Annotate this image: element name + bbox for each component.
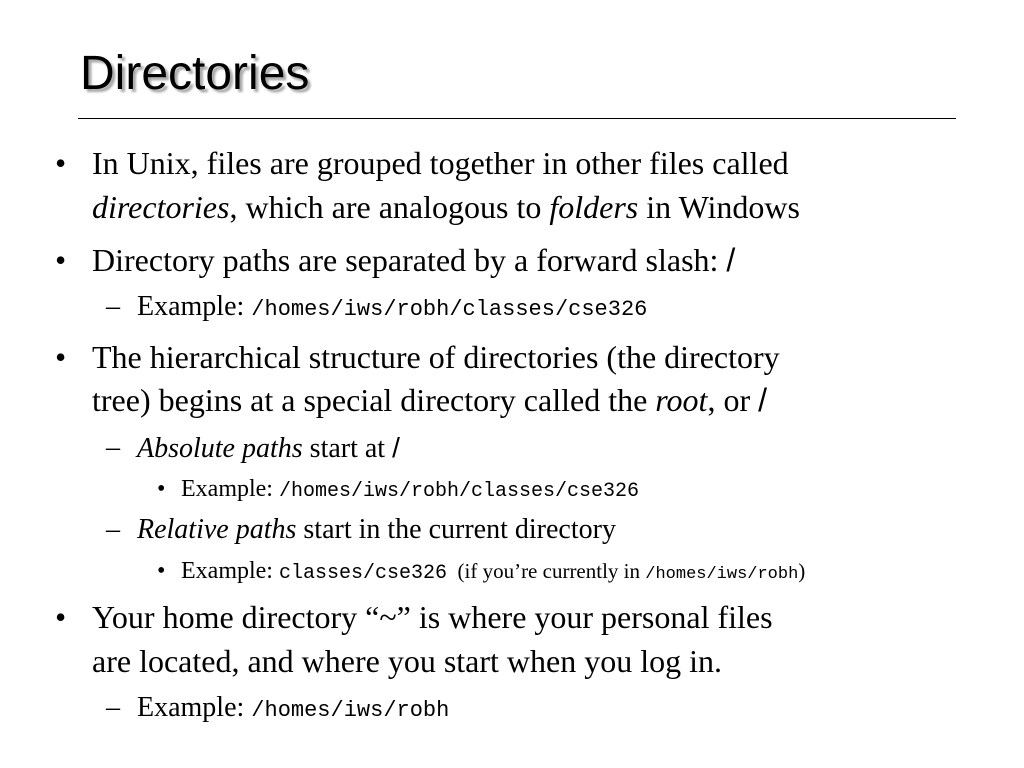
title-divider (78, 118, 956, 119)
bullet-marker: • (55, 242, 67, 278)
example-path: /homes/iws/robh/classes/cse326 (251, 297, 648, 322)
sub-bullet-marker: – (106, 514, 120, 545)
absolute-paths-text: start at (302, 433, 393, 464)
example-label: Example: (181, 476, 279, 502)
absolute-paths-example (181, 474, 639, 507)
term-folders: folders (549, 189, 639, 225)
bullet-marker: • (55, 599, 67, 635)
bullet-2-text: Directory paths are separated by a forward slash: (92, 242, 727, 278)
example-label: Example: (137, 692, 252, 723)
absolute-paths-line (137, 431, 400, 466)
sub-bullet-marker: – (106, 432, 120, 463)
slash-symbol: / (392, 432, 400, 463)
bullet-1-text-end: in Windows (638, 189, 800, 225)
slash-symbol: / (758, 382, 767, 418)
bullet-3-text-mid: , or (707, 382, 759, 418)
example-path: classes/cse326 (278, 562, 447, 585)
example-path: /homes/iws/robh/classes/cse326 (278, 480, 640, 503)
sub-sub-bullet-marker: • (157, 558, 166, 584)
bullet-3-line-1: The hierarchical structure of directories (the directory (92, 339, 780, 375)
relative-paths-example (181, 556, 805, 590)
term-directories: directories (92, 189, 230, 225)
bullet-2-example (137, 290, 647, 327)
bullet-1-text: , which are analogous to (229, 189, 550, 225)
sub-sub-bullet-marker: • (157, 476, 166, 502)
example-label: Example: (181, 558, 279, 584)
bullet-3-text: tree) begins at a special directory called the (92, 382, 656, 418)
relative-paths-line (137, 513, 616, 547)
example-note-end: ) (798, 559, 806, 583)
bullet-4-line-1: Your home directory “~” is where your personal files (92, 599, 773, 635)
example-note: (if you’re currently in (447, 559, 646, 583)
relative-paths-text: start in the current directory (296, 514, 616, 545)
slash-symbol: / (726, 242, 736, 278)
bullet-1-line-2 (92, 187, 800, 227)
bullet-4-line-2: are located, and where you start when you log in. (92, 643, 723, 679)
bullet-2-line (92, 240, 735, 280)
example-note-path: /homes/iws/robh (645, 565, 799, 584)
sub-bullet-marker: – (106, 692, 120, 723)
bullet-3-line-2 (92, 380, 767, 420)
slide-title: Directories (80, 47, 310, 100)
sub-bullet-marker: – (106, 291, 120, 322)
example-path: /homes/iws/robh (251, 698, 450, 723)
bullet-marker: • (55, 145, 67, 181)
example-label: Example: (137, 291, 252, 322)
bullet-4-example (137, 691, 449, 728)
term-root: root (655, 382, 708, 418)
bullet-1-line-1: In Unix, files are grouped together in other files called (92, 145, 789, 181)
term-relative-paths: Relative paths (137, 514, 297, 545)
bullet-marker: • (55, 339, 67, 375)
term-absolute-paths: Absolute paths (137, 433, 303, 464)
